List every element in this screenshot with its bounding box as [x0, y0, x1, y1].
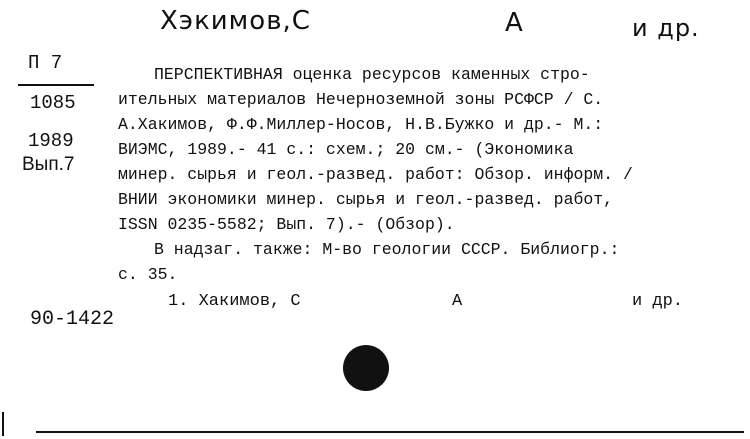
tracing-et-al: и др. [632, 292, 684, 311]
entry-line: ительных материалов Нечерноземной зоны РСФСР / С. [118, 90, 604, 109]
entry-note-line: В надзаг. также: М-во геологии СССР. Библиогр.: [154, 240, 620, 259]
card-edge-mark [2, 412, 4, 436]
call-number: 1085 [30, 92, 76, 114]
registration-number: 90-1422 [30, 308, 115, 331]
entry-line: А.Хакимов, Ф.Ф.Миллер-Носов, Н.В.Бужко и др.- М.: [118, 115, 604, 134]
entry-line: ПЕРСПЕКТИВНАЯ оценка ресурсов каменных стро- [154, 65, 590, 84]
tracing-initial: А [452, 292, 463, 311]
entry-line: ВИЭМС, 1989.- 41 с.: схем.; 20 см.- (Экономика [118, 140, 574, 159]
call-number-divider [18, 84, 94, 86]
entry-line: минер. сырья и геол.-развед. работ: Обзор. информ. / [118, 165, 633, 184]
card-punch-hole [343, 345, 389, 391]
entry-line: ISSN 0235-5582; Вып. 7).- (Обзор). [118, 215, 455, 234]
handwritten-author: Хэкимов,С [160, 6, 311, 36]
shelf-mark: П 7 [28, 52, 63, 74]
tracing-author: 1. Хакимов, С [168, 292, 301, 311]
publication-year: 1989 [28, 130, 74, 152]
issue-number: Вып.7 [22, 154, 75, 175]
entry-note-line: с. 35. [118, 265, 178, 284]
handwritten-et-al: и др. [632, 14, 700, 42]
handwritten-initial: А [505, 8, 524, 38]
entry-line: ВНИИ экономики минер. сырья и геол.-развед. работ, [118, 190, 614, 209]
card-bottom-rule [36, 431, 744, 433]
bibliographic-entry [118, 62, 730, 287]
